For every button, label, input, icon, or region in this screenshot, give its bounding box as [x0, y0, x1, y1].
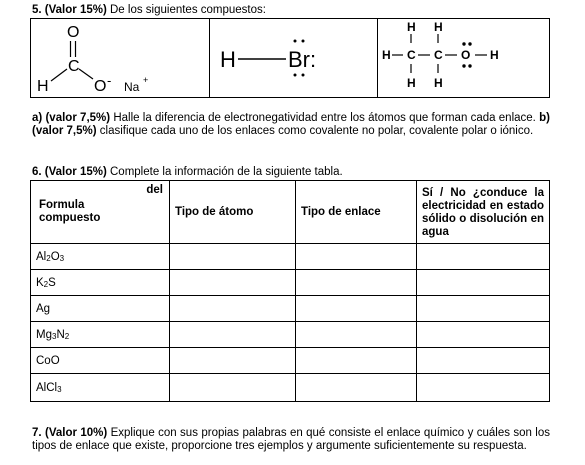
formula-cell	[31, 322, 170, 348]
ethanol-lewis-structure	[378, 19, 550, 97]
enlace-cell[interactable]	[296, 296, 417, 322]
conduce-cell[interactable]	[417, 270, 550, 296]
formula-subscript: 3	[51, 331, 57, 341]
formula-subscript: 3	[57, 384, 62, 394]
formate-oxygen-minus: O	[94, 78, 107, 95]
formate-carbon: C	[68, 58, 80, 75]
formula-subscript: 2	[46, 253, 51, 263]
atomo-cell[interactable]	[170, 244, 296, 270]
formula-base: Mg	[36, 328, 52, 341]
atomo-cell[interactable]	[170, 270, 296, 296]
conduce-cell[interactable]	[417, 374, 550, 402]
formula-base: Ag	[36, 302, 51, 315]
header-tipo-atomo: Tipo de átomo	[170, 181, 296, 244]
part-b-label: b) (valor 7,5%)	[32, 112, 550, 137]
formula-cell	[31, 374, 170, 402]
formate-minus-charge: -	[107, 73, 112, 88]
conduce-cell[interactable]	[417, 348, 550, 374]
question-5-title	[32, 3, 266, 17]
sodium-formate-structure	[31, 19, 209, 97]
ethanol-h-top-1: H	[407, 20, 416, 34]
question-6-weight: (Valor 15%)	[44, 166, 107, 178]
enlace-cell[interactable]	[296, 244, 417, 270]
formula-base: Al	[36, 250, 47, 263]
ethanol-h-top-2: H	[434, 20, 443, 34]
formula-base: K	[36, 276, 44, 289]
ethanol-h-left: H	[382, 48, 391, 62]
question-6-text: Complete la información de la siguiente tabla.	[110, 166, 343, 178]
sodium-plus-charge: +	[143, 75, 149, 85]
conduce-cell[interactable]	[417, 322, 550, 348]
hbr-hydrogen: H	[220, 47, 236, 72]
enlace-cell[interactable]	[296, 374, 417, 402]
header-formula	[31, 181, 170, 244]
formate-sodium: Na	[124, 80, 140, 94]
formula-cell	[31, 244, 170, 270]
formula-base: AlCl	[36, 381, 58, 394]
compounds-table	[30, 180, 550, 402]
enlace-cell[interactable]	[296, 348, 417, 374]
formula-cell	[31, 348, 170, 374]
table-row	[31, 374, 550, 402]
formula-cell	[31, 270, 170, 296]
header-formula-main: Formula compuesto	[39, 199, 101, 224]
structure-cell-hbr	[209, 19, 377, 97]
formula-base: CoO	[36, 354, 60, 367]
formula-element: N	[56, 328, 65, 341]
question-6-number: 6.	[32, 166, 42, 178]
formula-element: S	[48, 276, 56, 289]
question-5-instructions	[32, 112, 550, 138]
question-5-text: De los siguientes compuestos:	[110, 4, 266, 16]
formula-element: O	[50, 250, 60, 263]
table-row	[31, 348, 550, 374]
header-conduce: Sí / No ¿conduce la electricidad en estado sólido o disolución en agua	[417, 181, 550, 244]
table-row	[31, 244, 550, 270]
atomo-cell[interactable]	[170, 348, 296, 374]
conduce-cell[interactable]	[417, 296, 550, 322]
table-row	[31, 322, 550, 348]
atomo-cell[interactable]	[170, 374, 296, 402]
enlace-cell[interactable]	[296, 270, 417, 296]
question-5-weight: (Valor 15%)	[44, 4, 107, 16]
formate-hydrogen: H	[37, 78, 49, 95]
part-a-label: a) (valor 7,5%)	[32, 112, 111, 124]
question-7-text: Explique con sus propias palabras en qué consiste el enlace químico y cuáles son los tipos de enlace que existe, proporcione tres ejemplos y argumente suficientemente su respuesta.	[32, 427, 550, 452]
question-7	[32, 427, 550, 465]
ethanol-h-right: H	[490, 48, 499, 62]
formula-cell	[31, 296, 170, 322]
formula-subscript: 2	[64, 331, 70, 341]
question-5-number: 5.	[32, 4, 42, 16]
atomo-cell[interactable]	[170, 322, 296, 348]
table-body	[31, 244, 550, 402]
hbr-bromine: Br:	[288, 47, 317, 72]
table-header-row	[31, 181, 550, 244]
formula-subscript: 2	[43, 279, 49, 289]
structure-cell-ethanol	[377, 19, 550, 97]
structure-cell-sodium-formate	[31, 19, 209, 97]
part-a-text: Halle la diferencia de electronegatividad entre los átomos que forman cada enlace.	[110, 112, 540, 124]
ethanol-oxygen: O	[461, 48, 471, 62]
formate-oxygen-top: O	[67, 24, 80, 41]
conduce-cell[interactable]	[417, 244, 550, 270]
question-7-number: 7.	[32, 427, 42, 439]
ethanol-carbon-2: C	[434, 48, 443, 62]
ethanol-carbon-1: C	[407, 48, 416, 62]
part-b-text: clasifique cada uno de los enlaces como covalente no polar, covalente polar o iónico.	[96, 125, 534, 137]
formula-subscript: 3	[59, 253, 65, 263]
hbr-lewis-structure	[210, 19, 378, 97]
question-7-weight: (Valor 10%)	[45, 427, 108, 439]
structures-table	[30, 18, 550, 98]
ethanol-h-bottom-1: H	[407, 76, 416, 90]
table-row	[31, 296, 550, 322]
header-tipo-enlace: Tipo de enlace	[296, 181, 417, 244]
header-formula-del: del	[146, 184, 163, 196]
table-row	[31, 270, 550, 296]
atomo-cell[interactable]	[170, 296, 296, 322]
question-6-title	[32, 165, 343, 179]
ethanol-h-bottom-2: H	[434, 76, 443, 90]
enlace-cell[interactable]	[296, 322, 417, 348]
